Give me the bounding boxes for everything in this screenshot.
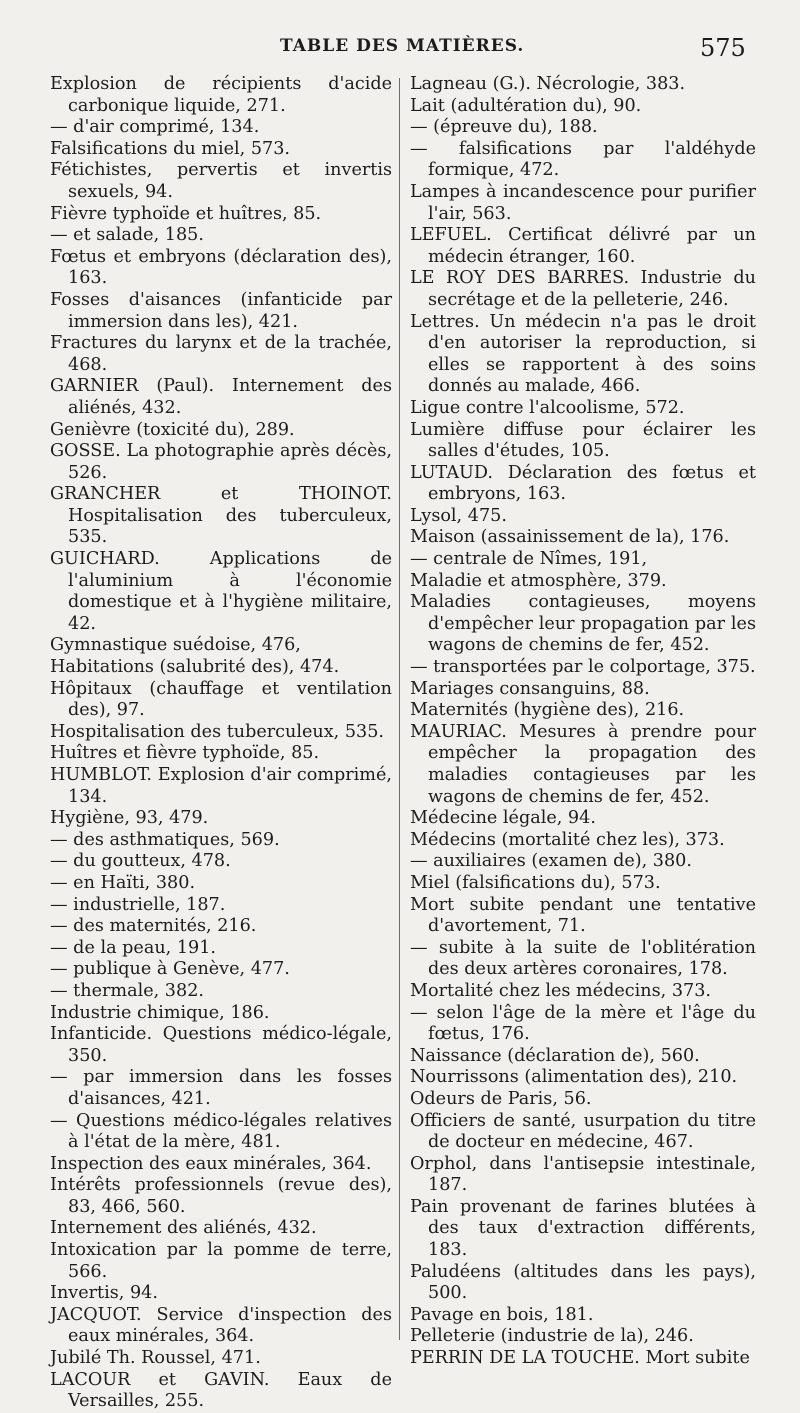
index-entry: — thermale, 382.: [50, 980, 204, 1001]
index-entry: Maternités (hygiène des), 216.: [410, 700, 685, 721]
index-entry: — d'air comprimé, 134.: [50, 117, 260, 138]
index-entry: Lampes à incandescence pour purifier l'air, 563.: [410, 181, 756, 224]
page-header: [0, 28, 800, 68]
index-entry: — transportées par le colportage, 375.: [410, 657, 756, 678]
index-entry: — selon l'âge de la mère et l'âge du fœtus, 176.: [410, 1002, 756, 1045]
index-entry: Lait (adultération du), 90.: [410, 95, 642, 116]
index-entry: Maladie et atmosphère, 379.: [410, 570, 667, 591]
index-entry: Falsifications du miel, 573.: [50, 138, 290, 159]
index-entry: Explosion de récipients d'acide carbonique liquide, 271.: [50, 74, 392, 116]
index-entry: — centrale de Nîmes, 191,: [410, 549, 648, 570]
index-entry: Internement des aliénés, 432.: [50, 1218, 317, 1239]
index-entry: — du goutteux, 478.: [50, 851, 231, 872]
index-entry: Gymnastique suédoise, 476,: [50, 635, 301, 656]
index-entry: — subite à la suite de l'oblitération des deux artères coronaires, 178.: [410, 937, 756, 980]
index-entry: Mortalité chez les médecins, 373.: [410, 980, 711, 1001]
index-entry: Orphol, dans l'antisepsie intestinale, 187.: [410, 1153, 756, 1196]
index-entry: Intérêts professionnels (revue des), 83, 466, 560.: [50, 1175, 392, 1217]
index-entry: Huîtres et fièvre typhoïde, 85.: [50, 743, 320, 764]
index-entry: Industrie chimique, 186.: [50, 1002, 270, 1023]
index-entry: Fractures du larynx et de la trachée, 468.: [50, 333, 392, 375]
index-entry: PERRIN DE LA TOUCHE. Mort subite: [410, 1348, 750, 1369]
index-entry: — Questions médico-légales relatives à l'état de la mère, 481.: [50, 1110, 392, 1153]
index-entry: Paludéens (altitudes dans les pays), 500.: [410, 1261, 756, 1304]
index-entry: MAURIAC. Mesures à prendre pour empêcher la propagation des maladies contagieuses par les wagons de chemins de fer, 452.: [410, 721, 756, 807]
running-title: TABLE DES MATIÈRES.: [280, 36, 525, 56]
index-entry: GARNIER (Paul). Internement des aliénés, 432.: [50, 376, 392, 418]
index-entry: LACOUR et GAVIN. Eaux de Versailles, 255.: [50, 1369, 392, 1412]
index-entry: — auxiliaires (examen de), 380.: [410, 851, 692, 872]
index-entry: Maladies contagieuses, moyens d'empêcher leur propagation par les wagons de chemins de fer, 452.: [410, 592, 756, 656]
index-entry: Hôpitaux (chauffage et ventilation des), 97.: [50, 678, 392, 721]
column-divider: [399, 78, 400, 1340]
index-entry: Odeurs de Paris, 56.: [410, 1088, 592, 1109]
index-entry: LUTAUD. Déclaration des fœtus et embryons, 163.: [410, 462, 756, 505]
index-entry: Genièvre (toxicité du), 289.: [50, 419, 295, 440]
index-entry: Lysol, 475.: [410, 505, 507, 526]
index-entry: Nourrissons (alimentation des), 210.: [410, 1067, 738, 1088]
index-entry: GOSSE. La photographie après décès, 526.: [50, 441, 392, 483]
index-entry: Mort subite pendant une tentative d'avortement, 71.: [410, 894, 756, 937]
index-entry: Lagneau (G.). Nécrologie, 383.: [410, 74, 686, 94]
index-entry: Invertis, 94.: [50, 1283, 158, 1304]
index-entry: Fœtus et embryons (déclaration des), 163.: [50, 246, 392, 289]
index-entry: GUICHARD. Applications de l'aluminium à l'économie domestique et à l'hygiène militaire, 42.: [50, 549, 392, 634]
index-entry: Lettres. Un médecin n'a pas le droit d'en autoriser la reproduction, si elles se rapportent à des soins donnés au malade, 466.: [410, 311, 756, 397]
index-entry: Inspection des eaux minérales, 364.: [50, 1153, 372, 1174]
index-entry: Fétichistes, pervertis et invertis sexuels, 94.: [50, 160, 392, 202]
index-entry: LEFUEL. Certificat délivré par un médecin étranger, 160.: [410, 225, 756, 267]
index-entry: Fosses d'aisances (infanticide par immersion dans les), 421.: [50, 289, 392, 332]
index-entry: — des asthmatiques, 569.: [50, 829, 280, 850]
index-entry: — (épreuve du), 188.: [410, 117, 598, 138]
index-entry: LE ROY DES BARRES. Industrie du secrétage et de la pelleterie, 246.: [410, 268, 756, 310]
index-entry: — publique à Genève, 477.: [50, 959, 290, 980]
index-column-right: [410, 74, 756, 1370]
index-entry: Intoxication par la pomme de terre, 566.: [50, 1240, 392, 1282]
index-entry: Pelleterie (industrie de la), 246.: [410, 1326, 694, 1347]
index-entry: Infanticide. Questions médico-légale, 350.: [50, 1024, 392, 1066]
index-entry: Médecine légale, 94.: [410, 808, 596, 829]
index-entry: HUMBLOT. Explosion d'air comprimé, 134.: [50, 765, 392, 807]
index-entry: JACQUOT. Service d'inspection des eaux minérales, 364.: [50, 1304, 392, 1347]
index-entry: GRANCHER et THOINOT. Hospitalisation des tuberculeux, 535.: [50, 484, 392, 548]
index-entry: Fièvre typhoïde et huîtres, 85.: [50, 203, 322, 224]
index-entry: — falsifications par l'aldéhyde formique, 472.: [410, 138, 756, 181]
index-entry: Médecins (mortalité chez les), 373.: [410, 829, 725, 850]
index-entry: — industrielle, 187.: [50, 894, 226, 915]
index-entry: Pain provenant de farines blutées à des taux d'extraction différents, 183.: [410, 1196, 756, 1261]
index-entry: Maison (assainissement de la), 176.: [410, 527, 730, 548]
index-entry: Miel (falsifications du), 573.: [410, 872, 661, 893]
index-entry: Officiers de santé, usurpation du titre de docteur en médecine, 467.: [410, 1110, 756, 1153]
index-entry: Pavage en bois, 181.: [410, 1304, 594, 1325]
index-entry: — par immersion dans les fosses d'aisances, 421.: [50, 1067, 392, 1109]
index-entry: Mariages consanguins, 88.: [410, 678, 650, 699]
index-entry: Hospitalisation des tuberculeux, 535.: [50, 721, 385, 742]
index-entry: Lumière diffuse pour éclairer les salles d'études, 105.: [410, 419, 756, 462]
index-entry: Jubilé Th. Roussel, 471.: [50, 1348, 261, 1369]
index-entry: Hygiène, 93, 479.: [50, 808, 209, 829]
index-entry: — et salade, 185.: [50, 225, 204, 246]
index-entry: — des maternités, 216.: [50, 916, 257, 937]
page-number: 575: [700, 34, 746, 62]
index-column-left: [50, 74, 392, 1413]
index-entry: Naissance (déclaration de), 560.: [410, 1045, 700, 1066]
index-entry: — de la peau, 191.: [50, 937, 217, 958]
index-entry: Habitations (salubrité des), 474.: [50, 657, 340, 678]
index-entry: — en Haïti, 380.: [50, 872, 196, 893]
index-entry: Ligue contre l'alcoolisme, 572.: [410, 397, 685, 418]
